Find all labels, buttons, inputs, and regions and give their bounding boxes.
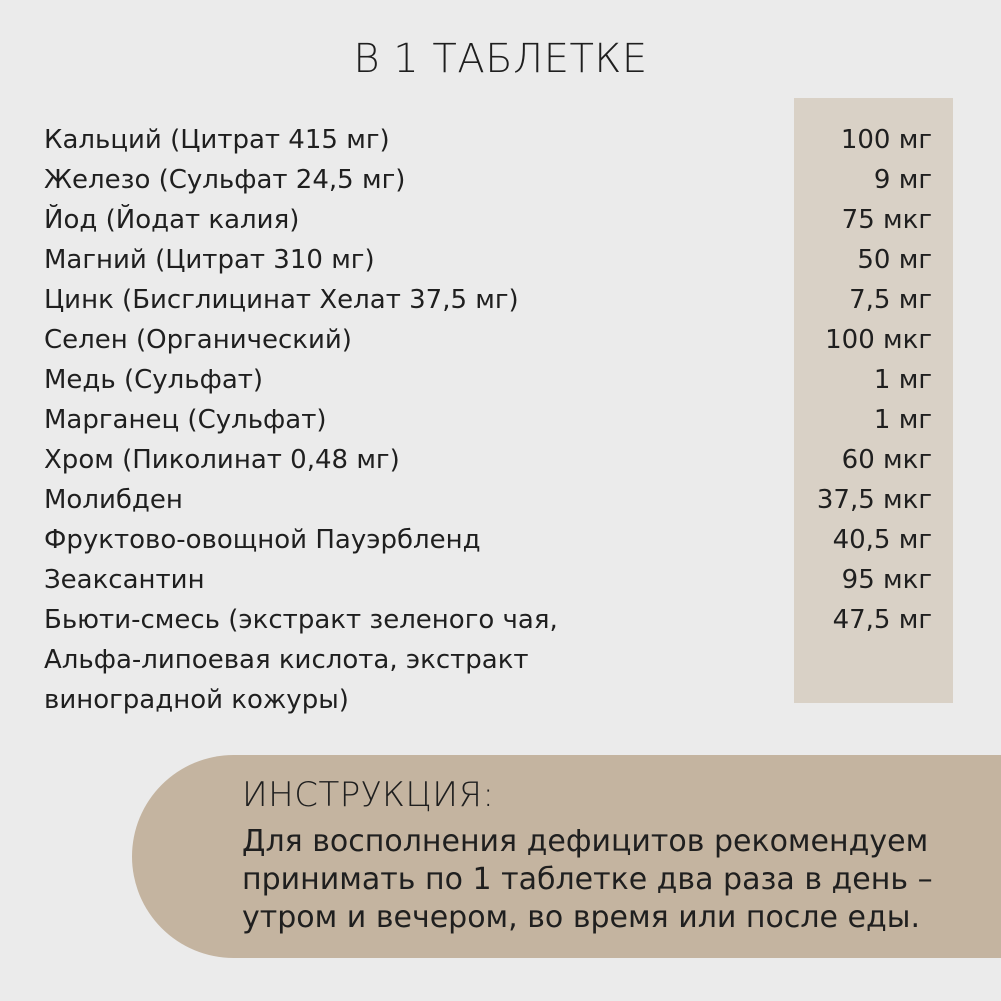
ingredient-amount: 95 мкг: [841, 565, 932, 595]
instruction-line: Для восполнения дефицитов рекомендуем: [242, 824, 929, 859]
ingredient-row: [44, 480, 932, 520]
ingredient-row: [44, 400, 932, 440]
ingredient-row: [44, 560, 932, 600]
page-title: В 1 ТАБЛЕТКЕ: [353, 36, 648, 82]
instruction-title: ИНСТРУКЦИЯ:: [242, 775, 495, 815]
ingredient-amount: 1 мг: [873, 405, 932, 435]
ingredient-amount: 37,5 мкг: [816, 485, 932, 515]
ingredient-amount: 40,5 мг: [832, 525, 932, 555]
ingredient-amount: 100 мкг: [825, 325, 932, 355]
ingredient-row: [44, 200, 932, 240]
ingredient-name: Кальций (Цитрат 415 мг): [44, 125, 390, 155]
ingredient-amount: 9 мг: [873, 165, 932, 195]
ingredient-row: [44, 160, 932, 200]
ingredient-amount: 1 мг: [873, 365, 932, 395]
ingredient-name: Йод (Йодат калия): [44, 205, 300, 235]
ingredient-name: Цинк (Бисглицинат Хелат 37,5 мг): [44, 285, 519, 315]
ingredient-amount: 7,5 мг: [849, 285, 932, 315]
instruction-line: утром и вечером, во время или после еды.: [242, 900, 920, 935]
ingredient-amount: 50 мг: [857, 245, 932, 275]
ingredient-name: Железо (Сульфат 24,5 мг): [44, 165, 406, 195]
ingredient-name: Зеаксантин: [44, 565, 205, 595]
ingredient-amount: 100 мг: [840, 125, 932, 155]
ingredient-name: Медь (Сульфат): [44, 365, 264, 395]
ingredient-row: [44, 240, 932, 280]
ingredient-row: [44, 520, 932, 560]
ingredient-row: [44, 440, 932, 480]
ingredient-amount: 75 мкг: [841, 205, 932, 235]
ingredient-name: Хром (Пиколинат 0,48 мг): [44, 445, 400, 475]
ingredient-row: [44, 280, 932, 320]
ingredient-row: [44, 320, 932, 360]
ingredient-row: [44, 120, 932, 160]
ingredient-name: Фруктово-овощной Пауэрбленд: [44, 525, 481, 555]
ingredients-list: [44, 120, 932, 720]
instruction-text: [242, 823, 982, 937]
instruction-line: принимать по 1 таблетке два раза в день –: [242, 862, 933, 897]
ingredient-name: Марганец (Сульфат): [44, 405, 327, 435]
ingredient-amount: 60 мкг: [841, 445, 932, 475]
ingredient-amount: 47,5 мг: [832, 605, 932, 635]
ingredient-row: [44, 600, 932, 720]
ingredient-name: Молибден: [44, 485, 183, 515]
ingredient-name: Бьюти-смесь (экстракт зеленого чая, Альфа-липоевая кислота, экстракт виноградной кожуры): [44, 605, 558, 715]
ingredient-name: Магний (Цитрат 310 мг): [44, 245, 375, 275]
ingredient-row: [44, 360, 932, 400]
ingredient-name: Селен (Органический): [44, 325, 352, 355]
